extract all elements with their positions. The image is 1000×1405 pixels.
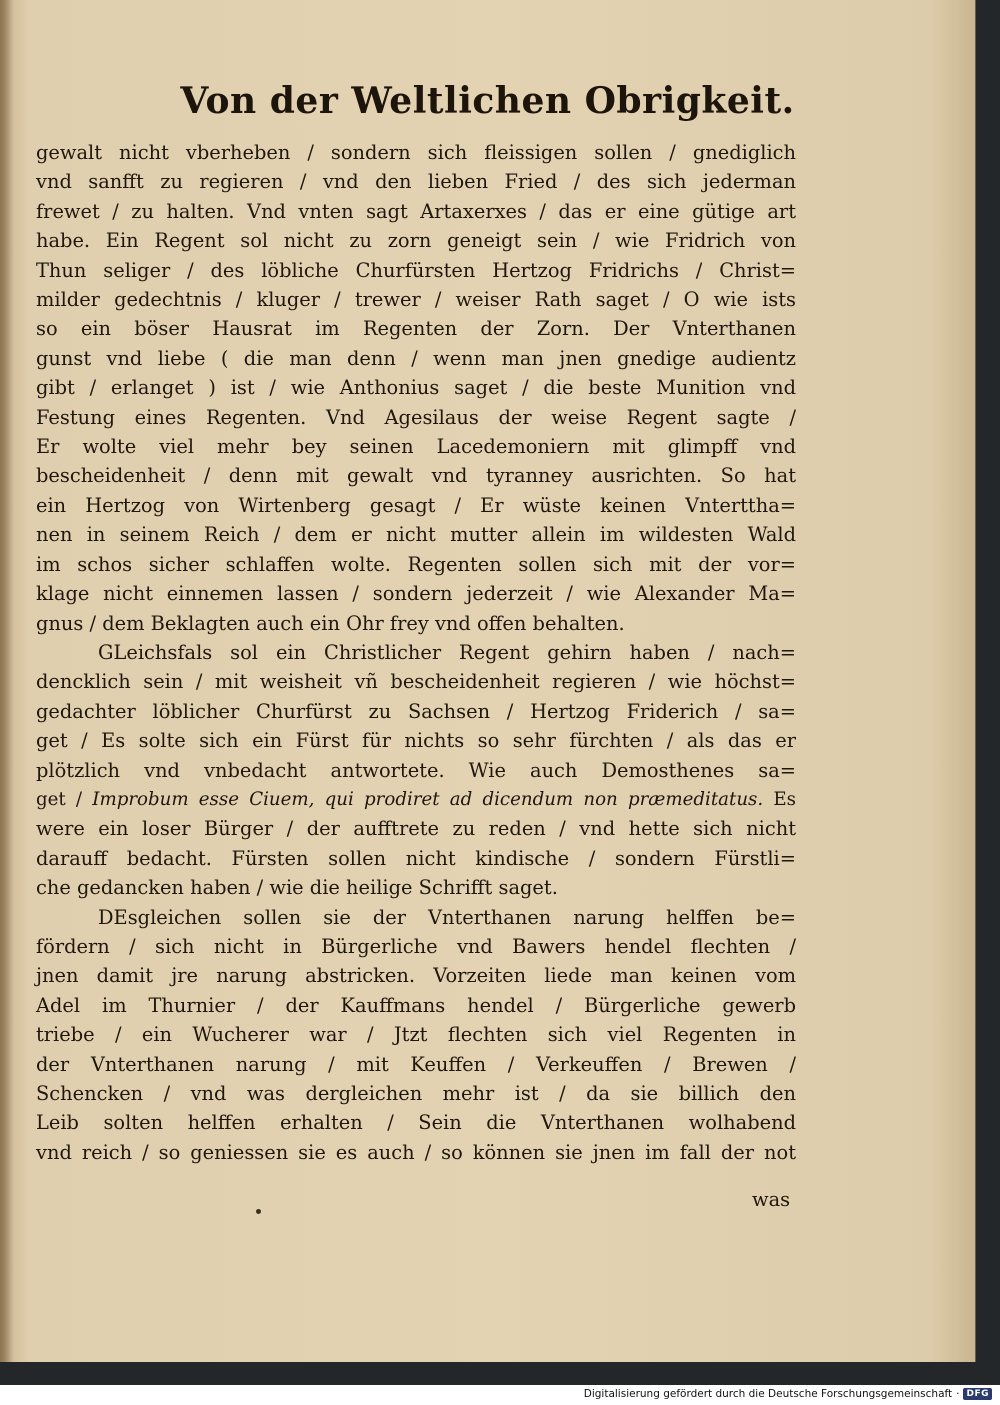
catchword: was bbox=[752, 1188, 791, 1211]
text-line-paragraph-start: DEsgleichen sollen sie der Vnterthanen narung helffen be= bbox=[98, 905, 796, 929]
text-line: Er wolte viel mehr bey seinen Lacedemoniern mit glimpff vnd bbox=[36, 435, 796, 459]
text-line: gibt / erlanget ) ist / wie Anthonius saget / die beste Munition vnd bbox=[36, 376, 796, 400]
text-line: Festung eines Regenten. Vnd Agesilaus der weise Regent sagte / bbox=[36, 405, 796, 429]
text-line: gnus / dem Beklagten auch ein Ohr frey vnd offen behalten. bbox=[36, 611, 625, 635]
digitization-credit bbox=[584, 1388, 992, 1400]
text-line: Thun seliger / des löbliche Churfürsten Hertzog Fridrichs / Christ= bbox=[36, 258, 796, 282]
text-line: were ein loser Bürger / der aufftrete zu reden / vnd hette sich nicht bbox=[36, 817, 796, 841]
text-line: gedachter löblicher Churfürst zu Sachsen / Hertzog Friderich / sa= bbox=[36, 699, 796, 723]
text-line: che gedancken haben / wie die heilige Schrifft saget. bbox=[36, 876, 558, 900]
text-line: Leib solten helffen erhalten / Sein die Vnterthanen wolhabend bbox=[36, 1111, 796, 1135]
text-line: ein Hertzog von Wirtenberg gesagt / Er wüste keinen Vnterttha= bbox=[36, 493, 796, 517]
latin-tail: Es bbox=[763, 788, 796, 810]
text-line: milder gedechtnis / kluger / trewer / weiser Rath saget / O wie ists bbox=[36, 288, 796, 312]
page-body-text bbox=[36, 138, 796, 1167]
latin-lead: get / bbox=[36, 788, 93, 810]
text-line: der Vnterthanen narung / mit Keuffen / Verkeuffen / Brewen / bbox=[36, 1052, 796, 1076]
text-line-paragraph-start: GLeichsfals sol ein Christlicher Regent gehirn haben / nach= bbox=[98, 640, 796, 664]
text-line: dencklich sein / mit weisheit vñ bescheidenheit regieren / wie höchst= bbox=[36, 670, 796, 694]
credit-text: Digitalisierung gefördert durch die Deutsche Forschungsgemeinschaft bbox=[583, 1388, 953, 1400]
text-line: triebe / ein Wucherer war / Jtzt flechten sich viel Regenten in bbox=[36, 1023, 796, 1047]
text-line: plötzlich vnd vnbedacht antwortete. Wie auch Demosthenes sa= bbox=[36, 758, 796, 782]
text-line: gunst vnd liebe ( die man denn / wenn man jnen gnedige audientz bbox=[36, 346, 796, 370]
ink-dot bbox=[256, 1209, 261, 1214]
running-head: Von der Weltlichen Obrigkeit. bbox=[180, 80, 795, 122]
text-line: bescheidenheit / denn mit gewalt vnd tyranney ausrichten. So hat bbox=[36, 464, 796, 488]
text-line: frewet / zu halten. Vnd vnten sagt Artaxerxes / das er eine gütige art bbox=[36, 199, 796, 223]
page-edge-stain bbox=[0, 0, 14, 1362]
text-line: im schos sicher schlaffen wolte. Regenten sollen sich mit der vor= bbox=[36, 552, 796, 576]
text-line: darauff bedacht. Fürsten sollen nicht kindische / sondern Fürstli= bbox=[36, 846, 796, 870]
text-line: jnen damit jre narung abstricken. Vorzeiten liede man keinen vom bbox=[36, 964, 796, 988]
latin-quote: Improbum esse Ciuem, qui prodiret ad dicendum non præmeditatus. bbox=[92, 788, 764, 810]
text-line: so ein böser Hausrat im Regenten der Zorn. Der Vnterthanen bbox=[36, 317, 796, 341]
text-line: Adel im Thurnier / der Kauffmans hendel / Bürgerliche gewerb bbox=[36, 993, 796, 1017]
text-line: nen in seinem Reich / dem er nicht mutter allein im wildesten Wald bbox=[36, 523, 796, 547]
text-line: vnd reich / so geniessen sie es auch / so können sie jnen im fall der not bbox=[36, 1140, 796, 1164]
text-line: Schencken / vnd was dergleichen mehr ist / da sie billich den bbox=[36, 1082, 796, 1105]
text-line-latin-quote bbox=[36, 785, 796, 814]
text-line: klage nicht einnemen lassen / sondern jederzeit / wie Alexander Ma= bbox=[36, 582, 796, 606]
text-line: get / Es solte sich ein Fürst für nichts so sehr fürchten / als das er bbox=[36, 729, 796, 753]
text-line: fördern / sich nicht in Bürgerliche vnd Bawers hendel flechten / bbox=[36, 934, 796, 958]
text-line: vnd sanfft zu regieren / vnd den lieben Fried / des sich jederman bbox=[36, 170, 796, 194]
credit-separator: · bbox=[956, 1388, 960, 1400]
text-line: habe. Ein Regent sol nicht zu zorn geneigt sein / wie Fridrich von bbox=[36, 229, 796, 253]
dfg-logo-icon[interactable]: DFG bbox=[963, 1388, 992, 1400]
text-line: gewalt nicht vberheben / sondern sich fleissigen sollen / gnediglich bbox=[36, 141, 796, 164]
